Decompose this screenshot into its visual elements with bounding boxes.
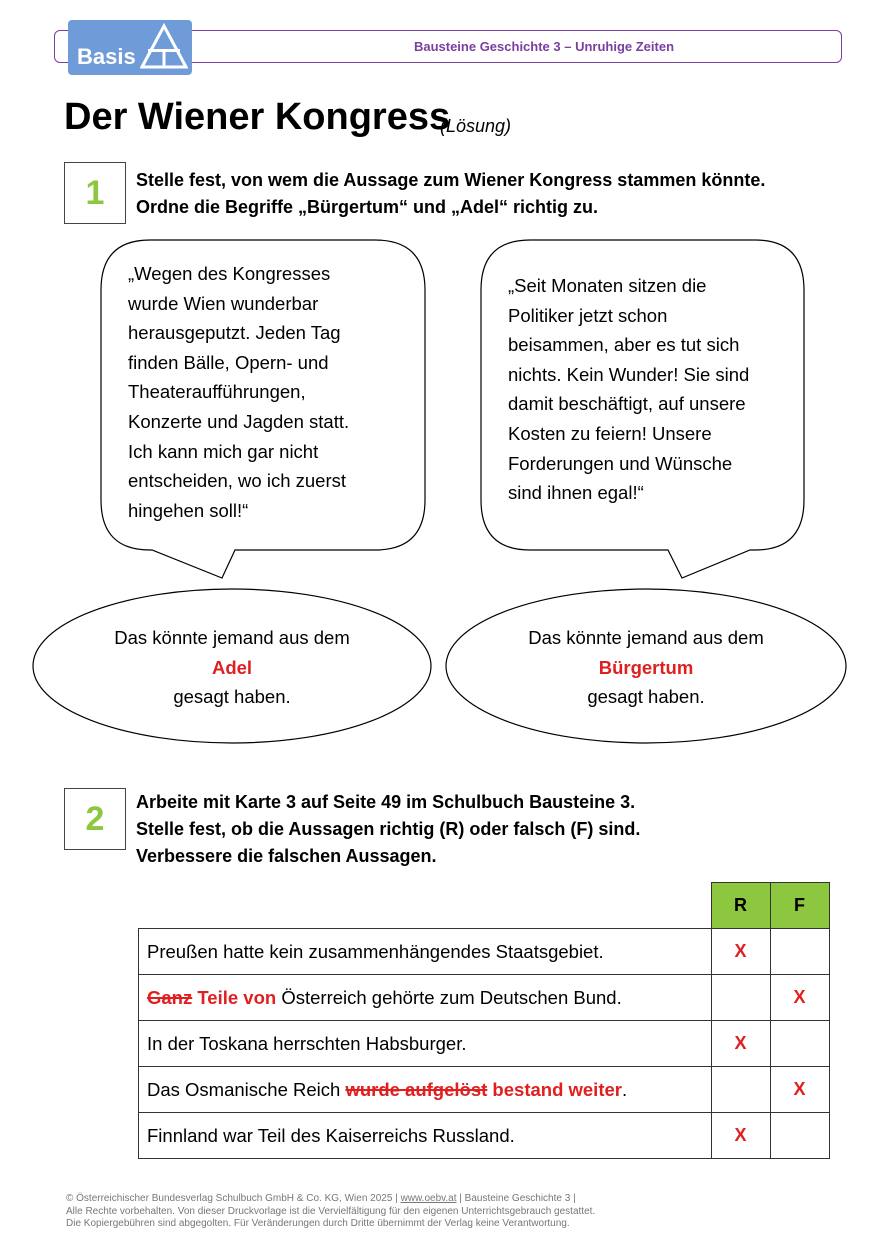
task1-line: Ordne die Begriffe „Bürgertum“ und „Adel“ richtig zu.: [136, 197, 599, 217]
answer-buergertum: Bürgertum: [598, 656, 694, 678]
statement-cell: [139, 975, 712, 1021]
quote-line: beisammen, aber es tut sich: [508, 334, 740, 356]
statement-text: In der Toskana herrschten Habsburger.: [147, 1032, 467, 1054]
column-header-f: F: [770, 883, 829, 929]
table-row: [139, 1021, 830, 1067]
mark-cell-f: [770, 1113, 829, 1159]
table-row: [139, 975, 830, 1021]
task-number-2: 2: [64, 788, 126, 850]
footer-copyright: © Österreichischer Bundesverlag Schulbuch GmbH & Co. KG, Wien 2025 |: [66, 1193, 401, 1204]
statement-end: .: [621, 1078, 628, 1100]
quote-line: herausgeputzt. Jeden Tag: [128, 322, 341, 344]
statement-cell: [139, 1021, 712, 1067]
table-row: [139, 1067, 830, 1113]
statement-cell: [139, 1113, 712, 1159]
logo-text: Basis: [77, 44, 136, 69]
quote-line: hingehen soll!“: [128, 499, 249, 521]
struck-text: Ganz: [147, 986, 193, 1008]
quote-line: entscheiden, wo ich zuerst: [128, 470, 347, 492]
struck-text: wurde aufgelöst: [345, 1078, 488, 1100]
bubble-text-left: [128, 259, 349, 525]
mark-cell-r: [711, 975, 770, 1021]
statement-text: Finnland war Teil des Kaiserreichs Russland.: [147, 1124, 515, 1146]
mark-cell-r: X: [711, 1113, 770, 1159]
task2-line: Arbeite mit Karte 3 auf Seite 49 im Schulbuch Bausteine 3.: [136, 792, 636, 812]
statement-text: Das Osmanische Reich: [147, 1078, 346, 1100]
mark-cell-r: [711, 1067, 770, 1113]
table-header-row: [139, 883, 830, 929]
statement-text: Österreich gehörte zum Deutschen Bund.: [276, 986, 622, 1008]
answer-prefix: Das könnte jemand aus dem: [528, 627, 764, 648]
series-title: Bausteine Geschichte 3 – Unruhige Zeiten: [413, 39, 675, 54]
quote-line: „Wegen des Kongresses: [128, 263, 331, 284]
quote-line: finden Bälle, Opern- und: [128, 351, 329, 373]
quote-line: nichts. Kein Wunder! Sie sind: [508, 363, 750, 385]
task2-instructions: [136, 789, 640, 870]
quote-line: damit beschäftigt, auf unsere: [508, 393, 746, 415]
answer-text-right: [476, 623, 816, 712]
correction-text: bestand weiter: [487, 1078, 622, 1100]
footer: [66, 1193, 595, 1231]
quote-line: „Seit Monaten sitzen die: [508, 275, 707, 296]
table-row: [139, 1113, 830, 1159]
answer-adel: Adel: [211, 656, 253, 678]
true-false-table: [138, 882, 830, 1159]
answer-text-left: [62, 623, 402, 712]
mark-cell-r: X: [711, 1021, 770, 1067]
footer-line-3: Die Kopiergebühren sind abgegolten. Für Veränderungen durch Dritte übernimmt der Verlag keine Verantwortung.: [66, 1218, 570, 1229]
task1-line: Stelle fest, von wem die Aussage zum Wiener Kongress stammen könnte.: [136, 170, 766, 190]
mark-cell-f: [770, 929, 829, 975]
page-title: Der Wiener Kongress: [64, 96, 451, 138]
page-subtitle: (Lösung): [440, 116, 512, 136]
quote-line: Politiker jetzt schon: [508, 304, 668, 326]
bubble-text-right: [508, 271, 749, 508]
task-number-1: 1: [64, 162, 126, 224]
task2-line: Stelle fest, ob die Aussagen richtig (R) oder falsch (F) sind.: [136, 819, 641, 839]
footer-line-2: Alle Rechte vorbehalten. Von dieser Druckvorlage ist die Vervielfältigung für den eigenen Unterrichtsgebrauch gestattet.: [66, 1205, 596, 1217]
mark-cell-f: X: [770, 975, 829, 1021]
quote-line: wurde Wien wunderbar: [128, 292, 319, 314]
table-row: [139, 929, 830, 975]
correction-text: Teile von: [192, 986, 277, 1008]
mark-cell-f: [770, 1021, 829, 1067]
column-header-r: R: [711, 883, 770, 929]
footer-link[interactable]: www.oebv.at: [400, 1193, 457, 1204]
mark-cell-r: X: [711, 929, 770, 975]
statement-cell: [139, 929, 712, 975]
quote-line: Konzerte und Jagden statt.: [128, 410, 350, 432]
quote-line: Theateraufführungen,: [128, 381, 306, 403]
quote-line: Ich kann mich gar nicht: [128, 440, 319, 462]
answer-prefix: Das könnte jemand aus dem: [114, 627, 350, 648]
task2-line: Verbessere die falschen Aussagen.: [136, 846, 437, 866]
mark-cell-f: X: [770, 1067, 829, 1113]
quote-line: Kosten zu feiern! Unsere: [508, 422, 712, 444]
footer-book: | Bausteine Geschichte 3 |: [456, 1193, 576, 1204]
answer-suffix: gesagt haben.: [173, 686, 291, 707]
quote-line: sind ihnen egal!“: [508, 482, 644, 504]
statement-cell: [139, 1067, 712, 1113]
footer-line-1: [66, 1193, 595, 1206]
quote-line: Forderungen und Wünsche: [508, 452, 733, 474]
answer-suffix: gesagt haben.: [587, 686, 705, 707]
statement-text: Preußen hatte kein zusammenhängendes Staatsgebiet.: [147, 940, 604, 962]
